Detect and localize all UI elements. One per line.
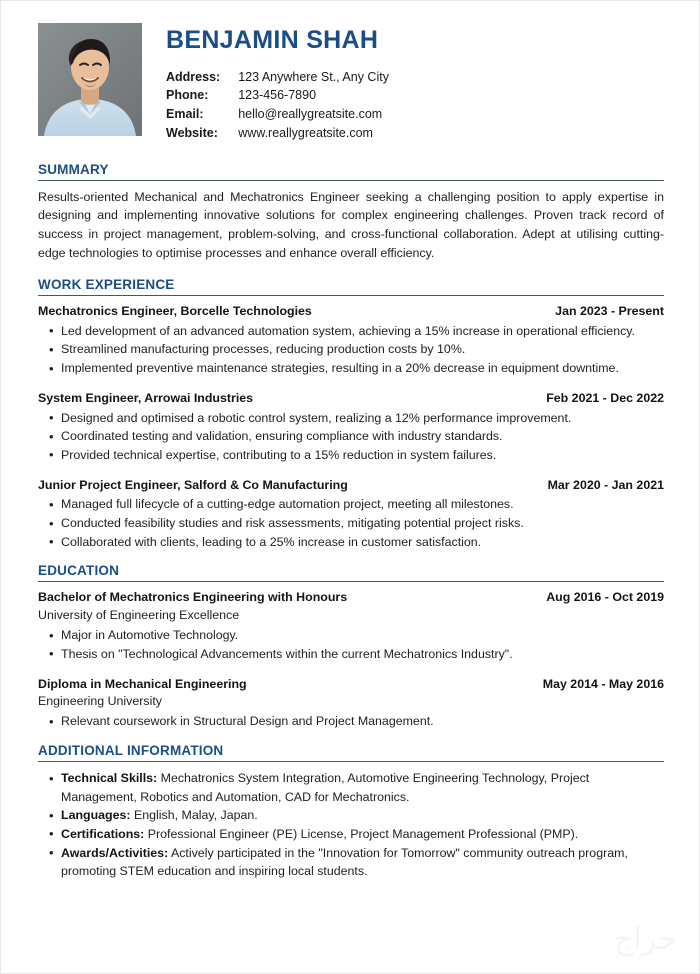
section-title-additional-information: ADDITIONAL INFORMATION	[38, 743, 224, 759]
list-item: • Implemented preventive maintenance strategies, resulting in a 20% decrease in equipment downtime.	[38, 359, 664, 378]
contact-row	[166, 69, 389, 88]
work-entry-title: Mechatronics Engineer, Borcelle Technologies	[38, 303, 312, 318]
work-entry-date: Jan 2023 - Present	[555, 303, 664, 318]
avatar	[38, 23, 142, 136]
list-item: • Provided technical expertise, contributing to a 15% reduction in system failures.	[38, 446, 664, 465]
section-title-summary: SUMMARY	[38, 161, 109, 177]
work-entry-list	[38, 303, 664, 551]
work-bullet-list	[38, 322, 664, 378]
list-item: • Major in Automotive Technology.	[38, 626, 664, 645]
list-item: • Coordinated testing and validation, ensuring compliance with industry standards.	[38, 427, 664, 446]
summary-text: Results-oriented Mechanical and Mechatronics Engineer seeking a challenging position to apply expertise in designing and implementing innovative solutions for complex engineering challenges. Proven track record of success in project management, problem-solving, and cross-functional collaboration. Adept at utilising cutting-edge technologies to optimise processes and enhance overall efficiency.	[38, 189, 664, 261]
contact-label: Website:	[166, 125, 218, 140]
section-additional-information	[38, 743, 664, 881]
list-item	[38, 844, 664, 881]
additional-info-value: Mechatronics System Integration, Automotive Engineering Technology, Project Management, Robotics and Automation, CAD for Mechatronics.	[61, 771, 590, 804]
portrait-photo-icon	[38, 23, 142, 136]
education-bullet-list	[38, 626, 664, 663]
additional-info-key: Certifications:	[61, 826, 145, 841]
watermark: حراج	[614, 922, 677, 957]
list-item: • Managed full lifecycle of a cutting-edge automation project, meeting all milestones.	[38, 495, 664, 514]
work-entry-header	[38, 477, 664, 495]
list-item: • Designed and optimised a robotic control system, realizing a 12% performance improvement.	[38, 409, 664, 428]
resume-content	[38, 23, 664, 887]
additional-info-key: Awards/Activities:	[61, 845, 169, 860]
work-entry-date: Feb 2021 - Dec 2022	[546, 390, 664, 405]
additional-info-value: Actively participated in the "Innovation for Tomorrow" community outreach program, promoting STEM education and inspiring local students.	[61, 845, 628, 879]
list-item: • Collaborated with clients, leading to a 25% increase in customer satisfaction.	[38, 533, 664, 552]
work-entry	[38, 303, 664, 378]
contact-value: hello@reallygreatsite.com	[238, 107, 383, 121]
section-title-work-experience: WORK EXPERIENCE	[38, 276, 175, 292]
list-item: • Relevant coursework in Structural Design and Project Management.	[38, 712, 664, 731]
contact-label: Address:	[166, 69, 221, 84]
education-entry-institution: University of Engineering Excellence	[38, 608, 240, 623]
education-entry-date: May 2014 - May 2016	[542, 676, 664, 691]
contact-value: 123-456-7890	[238, 88, 317, 103]
header-text-block	[166, 23, 664, 144]
section-education	[38, 563, 664, 731]
section-divider	[38, 761, 664, 762]
work-entry-title: System Engineer, Arrowai Industries	[38, 390, 254, 405]
section-divider	[38, 581, 664, 582]
work-entry-title: Junior Project Engineer, Salford & Co Manufacturing	[38, 477, 348, 492]
education-entry-list	[38, 589, 664, 731]
work-entry-date: Mar 2020 - Jan 2021	[547, 477, 664, 492]
work-bullet-list	[38, 409, 664, 465]
education-entry-institution: Engineering University	[38, 694, 162, 709]
list-item: • Led development of an advanced automation system, achieving a 15% increase in operational efficiency.	[38, 322, 664, 341]
additional-info-key: Languages:	[61, 808, 131, 823]
contact-row	[166, 106, 389, 125]
education-entry	[38, 589, 664, 663]
education-entry-header	[38, 676, 664, 694]
contact-details	[166, 69, 389, 144]
list-item: • Thesis on "Technological Advancements within the current Mechatronics Industry".	[38, 645, 664, 664]
resume-header	[38, 23, 664, 144]
list-item: • Streamlined manufacturing processes, reducing production costs by 10%.	[38, 340, 664, 359]
education-entry-title: Bachelor of Mechatronics Engineering with Honours	[38, 590, 348, 605]
additional-info-value: Professional Engineer (PE) License, Project Management Professional (PMP).	[144, 826, 579, 841]
education-entry-title: Diploma in Mechanical Engineering	[38, 676, 247, 691]
section-title-education: EDUCATION	[38, 563, 120, 579]
section-divider	[38, 180, 664, 181]
work-bullet-list	[38, 495, 664, 551]
contact-row	[166, 87, 389, 106]
contact-row	[166, 125, 389, 144]
contact-label: Email:	[166, 107, 204, 121]
work-entry-header	[38, 390, 664, 408]
work-entry-header	[38, 303, 664, 321]
contact-label: Phone:	[166, 88, 209, 103]
list-item	[38, 769, 664, 806]
section-summary	[38, 162, 664, 263]
list-item	[38, 825, 664, 844]
contact-rows	[166, 69, 389, 144]
page-title: BENJAMIN SHAH	[166, 26, 379, 54]
education-entry	[38, 676, 664, 732]
additional-info-value: English, Malay, Japan.	[130, 808, 258, 823]
work-entry	[38, 477, 664, 552]
additional-info-key: Technical Skills:	[61, 771, 158, 786]
additional-info-list	[38, 769, 664, 881]
list-item: • Conducted feasibility studies and risk assessments, mitigating potential project risks.	[38, 514, 664, 533]
contact-value: www.reallygreatsite.com	[238, 125, 373, 140]
work-entry	[38, 390, 664, 465]
contact-value: 123 Anywhere St., Any City	[238, 69, 389, 84]
education-bullet-list	[38, 712, 664, 731]
section-divider	[38, 295, 664, 296]
education-entry-date: Aug 2016 - Oct 2019	[546, 590, 664, 605]
section-work-experience	[38, 277, 664, 551]
education-entry-header	[38, 589, 664, 607]
list-item	[38, 806, 664, 825]
